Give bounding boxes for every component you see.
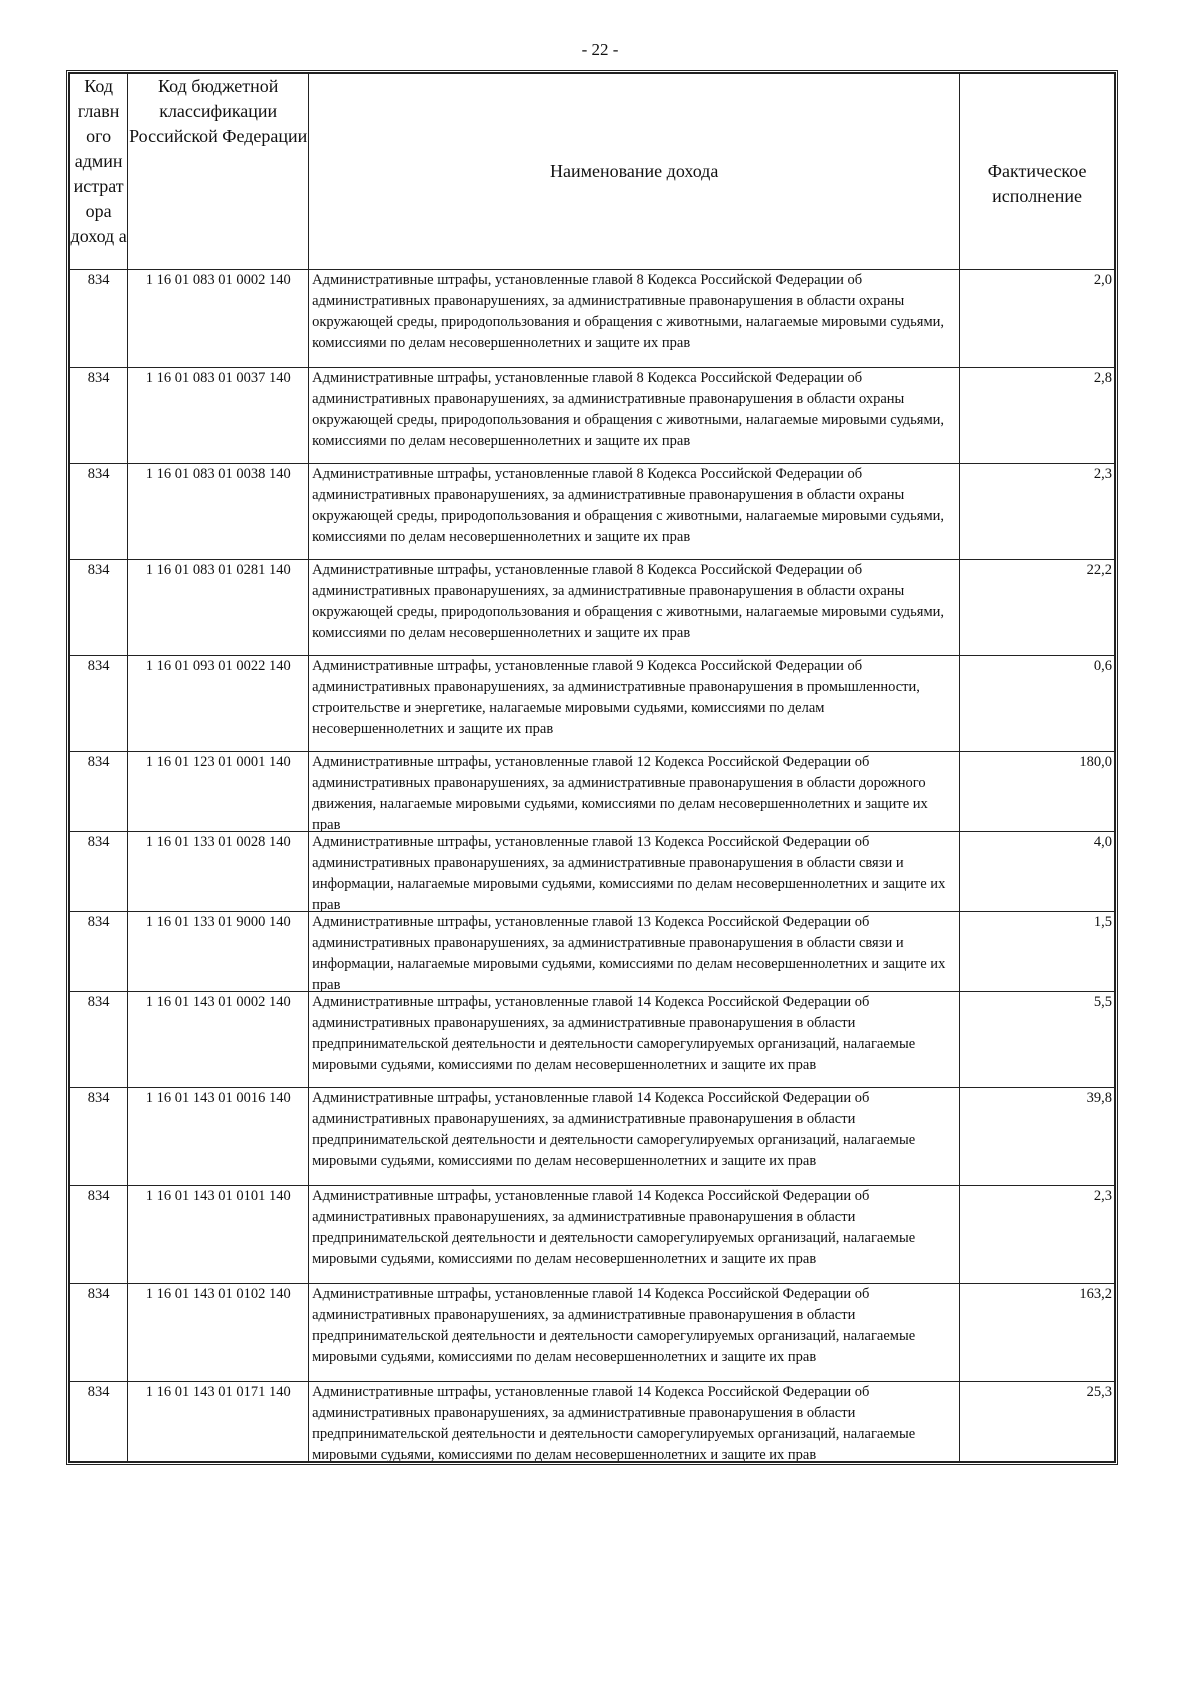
admin-code-cell: 834 [70,992,128,1088]
actual-value-cell: 163,2 [960,1284,1115,1382]
budget-code-cell: 1 16 01 083 01 0002 140 [128,270,309,368]
admin-code-cell: 834 [70,832,128,912]
table-row [70,912,1115,992]
revenue-table-frame [66,70,1118,1465]
budget-code-cell: 1 16 01 083 01 0037 140 [128,368,309,464]
header-actual-execution: Фактическое исполнение [960,74,1115,270]
table-row [70,464,1115,560]
table-body [70,270,1115,1462]
table-header-row [70,74,1115,270]
page-number: - 22 - [581,40,619,59]
actual-value-cell: 0,6 [960,656,1115,752]
header-admin-code: Код главн ого админ истрат ора доход а [70,74,128,270]
table-row [70,368,1115,464]
admin-code-cell: 834 [70,752,128,832]
admin-code-cell: 834 [70,560,128,656]
budget-code-cell: 1 16 01 143 01 0101 140 [128,1186,309,1284]
revenue-name-text: Административные штрафы, установленные главой 8 Кодекса Российской Федерации об административных правонарушениях, за административные правонарушения в области охраны окружающей среды, природопользования и обращения с животными, налагаемые мировыми судьями, комиссиями по делам несовершеннолетних и защите их прав [312,466,945,545]
revenue-name-text: Административные штрафы, установленные главой 14 Кодекса Российской Федерации об административных правонарушениях, за административные правонарушения в области предпринимательской деятельности и деятельности саморегулируемых организаций, налагаемые мировыми судьями, комиссиями по делам несовершеннолетних и защите их прав [312,1090,916,1169]
revenue-name-cell [309,368,960,464]
budget-code-cell: 1 16 01 093 01 0022 140 [128,656,309,752]
revenue-name-cell [309,1382,960,1462]
revenue-name-text: Административные штрафы, установленные главой 8 Кодекса Российской Федерации об административных правонарушениях, за административные правонарушения в области охраны окружающей среды, природопользования и обращения с животными, налагаемые мировыми судьями, комиссиями по делам несовершеннолетних и защите их прав [312,370,945,449]
revenue-name-text: Административные штрафы, установленные главой 14 Кодекса Российской Федерации об административных правонарушениях, за административные правонарушения в области предпринимательской деятельности и деятельности саморегулируемых организаций, налагаемые мировыми судьями, комиссиями по делам несовершеннолетних и защите их прав [312,1188,916,1267]
actual-value-cell: 4,0 [960,832,1115,912]
revenue-name-cell [309,912,960,992]
table-row [70,560,1115,656]
table-row [70,656,1115,752]
revenue-name-text: Административные штрафы, установленные главой 8 Кодекса Российской Федерации об административных правонарушениях, за административные правонарушения в области охраны окружающей среды, природопользования и обращения с животными, налагаемые мировыми судьями, комиссиями по делам несовершеннолетних и защите их прав [312,562,945,641]
actual-value-cell: 2,0 [960,270,1115,368]
actual-value-cell: 5,5 [960,992,1115,1088]
header-budget-code: Код бюджетной классификации Российской Федерации [128,74,309,270]
admin-code-cell: 834 [70,464,128,560]
actual-value-cell: 25,3 [960,1382,1115,1462]
revenue-name-text: Административные штрафы, установленные главой 14 Кодекса Российской Федерации об административных правонарушениях, за административные правонарушения в области предпринимательской деятельности и деятельности саморегулируемых организаций, налагаемые мировыми судьями, комиссиями по делам несовершеннолетних и защите их прав [312,1384,916,1461]
table-row [70,832,1115,912]
revenue-name-cell [309,270,960,368]
revenue-name-cell [309,656,960,752]
table-row [70,1088,1115,1186]
actual-value-cell: 2,8 [960,368,1115,464]
revenue-table [69,73,1115,1462]
revenue-name-cell [309,992,960,1088]
budget-code-cell: 1 16 01 083 01 0281 140 [128,560,309,656]
budget-code-cell: 1 16 01 123 01 0001 140 [128,752,309,832]
actual-value-cell: 22,2 [960,560,1115,656]
table-row [70,992,1115,1088]
admin-code-cell: 834 [70,656,128,752]
admin-code-cell: 834 [70,1284,128,1382]
revenue-name-text: Административные штрафы, установленные главой 13 Кодекса Российской Федерации об административных правонарушениях, за административные правонарушения в области связи и информации, налагаемые мировыми судьями, комиссиями по делам несовершеннолетних и защите их прав [312,834,946,911]
revenue-name-cell [309,1186,960,1284]
budget-code-cell: 1 16 01 143 01 0016 140 [128,1088,309,1186]
table-row [70,1284,1115,1382]
admin-code-cell: 834 [70,1186,128,1284]
revenue-name-text: Административные штрафы, установленные главой 14 Кодекса Российской Федерации об административных правонарушениях, за административные правонарушения в области предпринимательской деятельности и деятельности саморегулируемых организаций, налагаемые мировыми судьями, комиссиями по делам несовершеннолетних и защите их прав [312,994,916,1073]
actual-value-cell: 39,8 [960,1088,1115,1186]
admin-code-cell: 834 [70,368,128,464]
admin-code-cell: 834 [70,1088,128,1186]
revenue-name-text: Административные штрафы, установленные главой 9 Кодекса Российской Федерации об административных правонарушениях, за административные правонарушения в промышленности, строительстве и энергетике, налагаемые мировыми судьями, комиссиями по делам несовершеннолетних и защите их прав [312,658,920,737]
revenue-name-text: Административные штрафы, установленные главой 14 Кодекса Российской Федерации об административных правонарушениях, за административные правонарушения в области предпринимательской деятельности и деятельности саморегулируемых организаций, налагаемые мировыми судьями, комиссиями по делам несовершеннолетних и защите их прав [312,1286,916,1365]
admin-code-cell: 834 [70,912,128,992]
revenue-name-cell [309,560,960,656]
table-row [70,752,1115,832]
actual-value-cell: 180,0 [960,752,1115,832]
admin-code-cell: 834 [70,1382,128,1462]
budget-code-cell: 1 16 01 083 01 0038 140 [128,464,309,560]
table-row [70,1186,1115,1284]
budget-code-cell: 1 16 01 143 01 0171 140 [128,1382,309,1462]
revenue-name-cell [309,1284,960,1382]
actual-value-cell: 1,5 [960,912,1115,992]
actual-value-cell: 2,3 [960,464,1115,560]
revenue-name-text: Административные штрафы, установленные главой 13 Кодекса Российской Федерации об административных правонарушениях, за административные правонарушения в области связи и информации, налагаемые мировыми судьями, комиссиями по делам несовершеннолетних и защите их прав [312,914,946,991]
revenue-name-text: Административные штрафы, установленные главой 12 Кодекса Российской Федерации об административных правонарушениях, за административные правонарушения в области дорожного движения, налагаемые мировыми судьями, комиссиями по делам несовершеннолетних и защите их прав [312,754,928,831]
table-row [70,270,1115,368]
budget-code-cell: 1 16 01 133 01 0028 140 [128,832,309,912]
header-revenue-name: Наименование дохода [309,74,960,270]
actual-value-cell: 2,3 [960,1186,1115,1284]
budget-code-cell: 1 16 01 143 01 0102 140 [128,1284,309,1382]
table-row [70,1382,1115,1462]
revenue-name-cell [309,752,960,832]
revenue-name-cell [309,464,960,560]
revenue-name-text: Административные штрафы, установленные главой 8 Кодекса Российской Федерации об административных правонарушениях, за административные правонарушения в области охраны окружающей среды, природопользования и обращения с животными, налагаемые мировыми судьями, комиссиями по делам несовершеннолетних и защите их прав [312,272,945,351]
revenue-name-cell [309,1088,960,1186]
admin-code-cell: 834 [70,270,128,368]
budget-code-cell: 1 16 01 133 01 9000 140 [128,912,309,992]
revenue-name-cell [309,832,960,912]
budget-code-cell: 1 16 01 143 01 0002 140 [128,992,309,1088]
